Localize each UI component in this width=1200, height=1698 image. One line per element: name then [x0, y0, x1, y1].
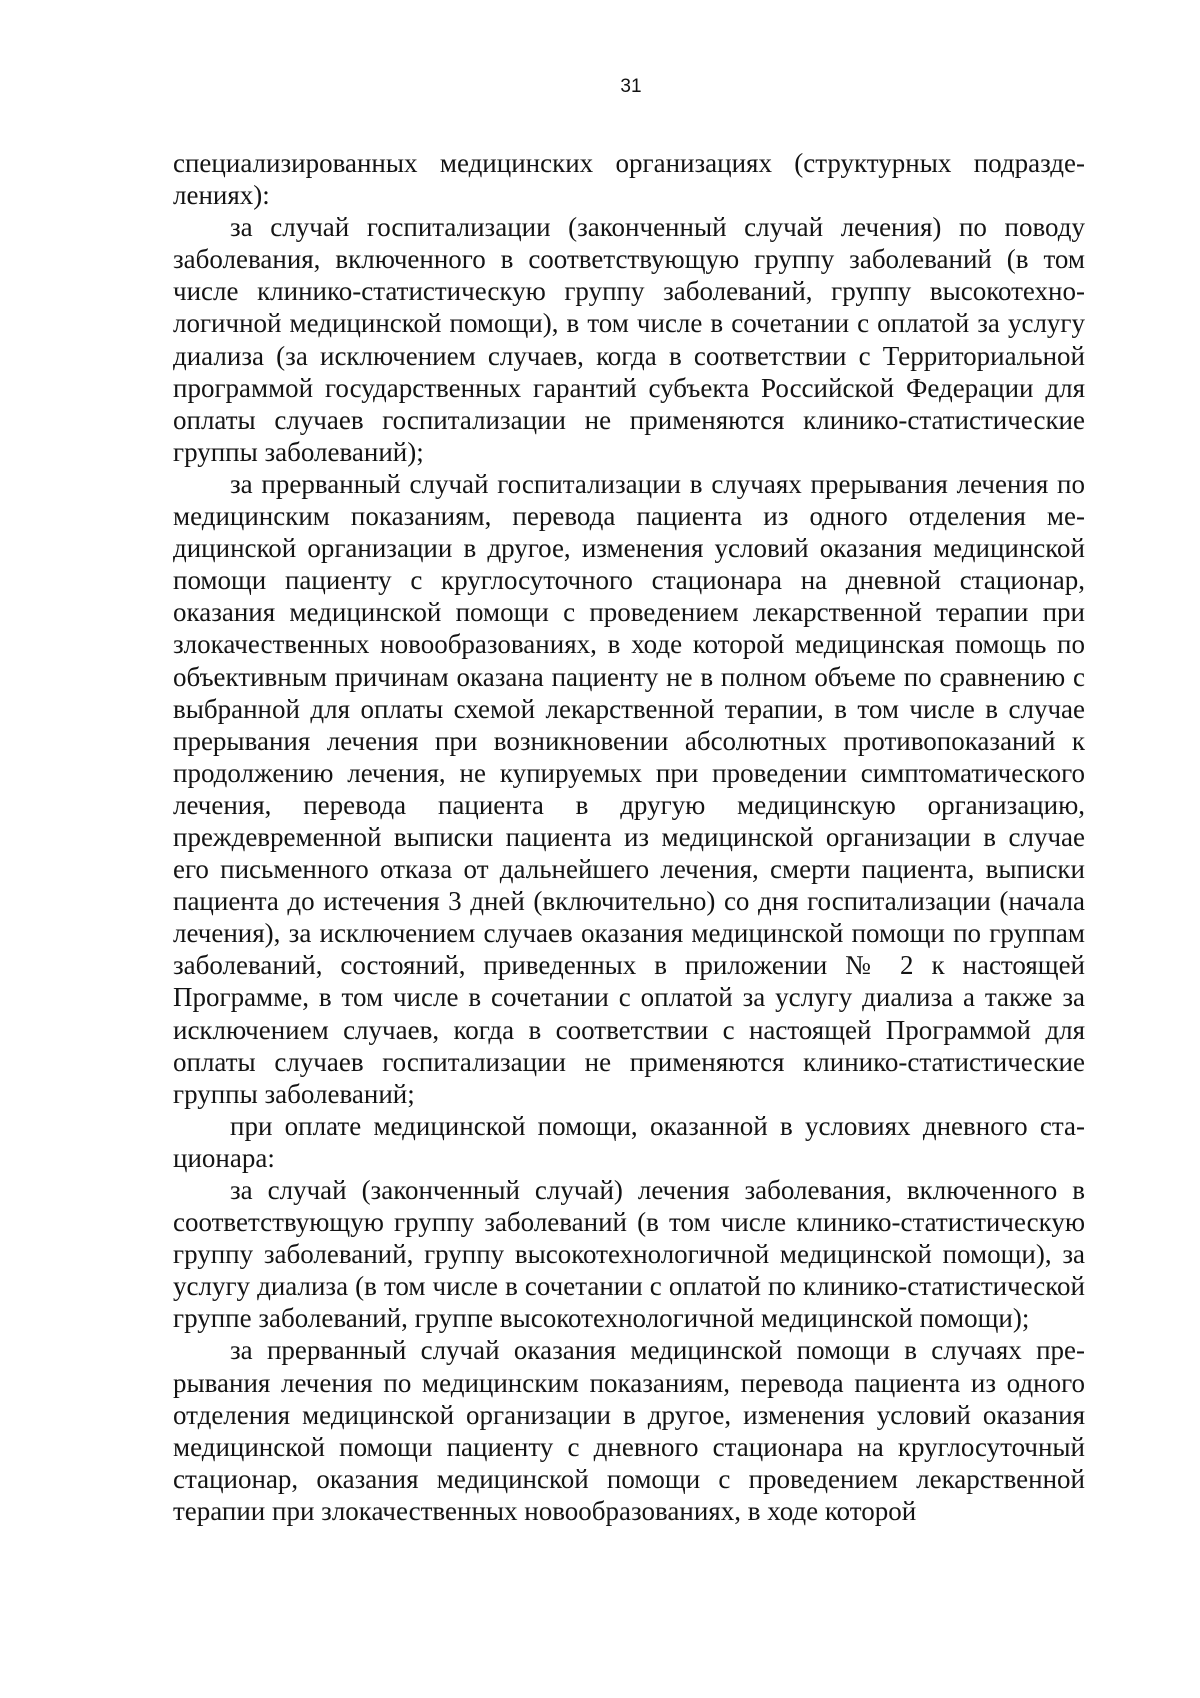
paragraph: при оплате медицинской помощи, оказанной в условиях дневного стационара:	[173, 1110, 1085, 1173]
page-number: 31	[620, 76, 642, 97]
paragraph: специализированных медицинских организациях (структурных подразделениях):	[173, 148, 1085, 211]
paragraph: за прерванный случай оказания медицинской помощи в случаях прерывания лечения по медицинским показаниям, перевода пациента из одного отделения медицинской организации в другое, изменения условий оказания медицинской помощи пациенту с дневного стационара на круглосуточный стационар, оказания медицинской помощи с проведением лекарственной терапии при злокачественных новообразованиях, в ходе которой	[173, 1335, 1085, 1526]
paragraph: за случай госпитализации (законченный случай лечения) по поводу заболевания, включенного в соответствующую группу заболеваний (в том числе клинико-статистическую группу заболеваний, группу высокотехнологичной медицинской помощи), в том числе в сочетании с оплатой за услугу диализа (за исключением случаев, когда в соответствии с Территориальной программой государственных гарантий субъекта Российской Федерации для оплаты случаев госпитализации не применяются клинико-статистические группы заболеваний);	[173, 212, 1085, 467]
paragraph: за случай (законченный случай) лечения заболевания, включенного в соответствующую группу заболеваний (в том числе клинико-статистическую группу заболеваний, группу высокотехнологичной медицинской помощи), за услугу диализа (в том числе в сочетании с оплатой по клинико-статистической группе заболеваний, группе высокотехнологичной медицинской помощи);	[173, 1175, 1085, 1334]
document-body	[173, 147, 1085, 1527]
paragraph: за прерванный случай госпитализации в случаях прерывания лечения по медицинским показаниям, перевода пациента из одного отделения медицинской организации в другое, изменения условий оказания медицинской помощи пациенту с круглосуточного стационара на дневной стационар, оказания медицинской помощи с проведением лекарственной терапии при злокачественных новообразованиях, в ходе которой медицинская помощь по объективным причинам оказана пациенту не в полном объеме по сравнению с выбранной для оплаты схемой лекарственной терапии, в том числе в случае прерывания лечения при возникновении абсолютных противопоказаний к продолжению лечения, не купируемых при проведении симптоматического лечения, перевода пациента в другую медицинскую организацию, преждевременной выписки пациента из медицинской организации в случае его письменного отказа от дальнейшего лечения, смерти пациента, выписки пациента до истечения 3 дней (включительно) со дня госпитализации (начала лечения), за исключением случаев оказания медицинской помощи по группам заболеваний, состояний, приведенных в приложении № 2 к настоящей Программе, в том числе в сочетании с оплатой за услугу диализа а также за исключением случаев, когда в соответствии с настоящей Программой для оплаты случаев госпитализации не применяются клинико-статистические группы заболеваний;	[173, 468, 1085, 1109]
